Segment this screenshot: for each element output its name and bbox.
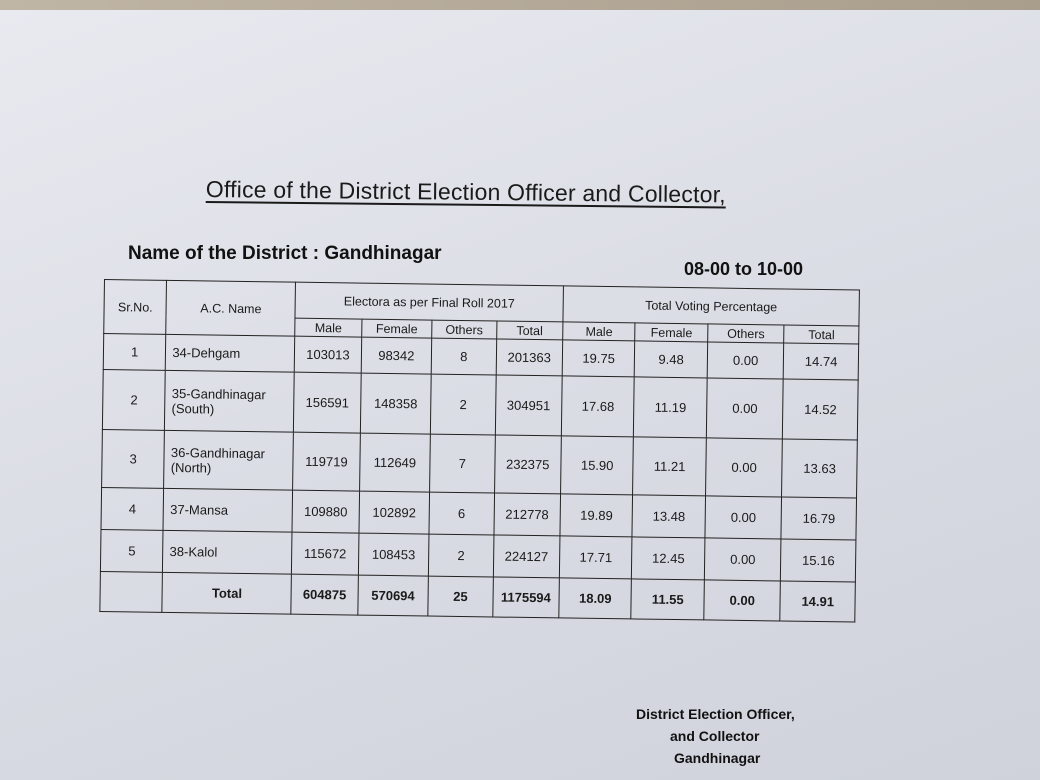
cell-voting-total: 13.63 [782, 439, 857, 498]
cell-total-label: Total [162, 572, 291, 614]
subheader-electoral-female: Female [361, 319, 432, 338]
cell-voting-others: 0.00 [705, 438, 782, 497]
background-strip [0, 0, 1040, 10]
cell-voting-male: 17.71 [559, 536, 632, 579]
cell-electoral-female: 148358 [360, 373, 431, 434]
cell-voting-total: 14.52 [783, 379, 858, 440]
voting-table-wrapper [99, 279, 860, 623]
subheader-voting-total: Total [784, 325, 859, 344]
cell-total-voting-total: 14.91 [780, 581, 855, 622]
cell-voting-others: 0.00 [704, 538, 781, 581]
office-title: Office of the District Election Officer and Collector, [205, 176, 726, 208]
cell-voting-others: 0.00 [706, 378, 783, 439]
cell-total-voting-female: 11.55 [631, 579, 704, 620]
cell-total-electoral-female: 570694 [358, 575, 429, 616]
cell-electoral-male: 156591 [294, 372, 361, 433]
cell-electoral-female: 112649 [359, 433, 430, 492]
cell-total-empty [100, 571, 163, 612]
cell-voting-total: 14.74 [784, 343, 859, 380]
subheader-electoral-male: Male [295, 318, 362, 337]
signature-line-3: Gandhinagar [674, 750, 761, 766]
cell-electoral-others: 8 [431, 338, 496, 375]
table-row [102, 429, 858, 498]
cell-electoral-others: 7 [430, 434, 495, 493]
cell-electoral-total: 304951 [495, 375, 562, 436]
cell-voting-total: 15.16 [781, 539, 856, 582]
header-electoral-roll: Electora as per Final Roll 2017 [295, 282, 563, 322]
subheader-voting-male: Male [563, 322, 636, 341]
cell-electoral-male: 115672 [292, 532, 359, 575]
cell-electoral-female: 108453 [358, 533, 429, 576]
district-name: Name of the District : Gandhinagar [128, 243, 442, 264]
cell-voting-female: 9.48 [635, 341, 708, 378]
cell-electoral-others: 6 [429, 492, 494, 535]
cell-total-electoral-male: 604875 [291, 574, 358, 615]
header-ac-name: A.C. Name [166, 280, 296, 336]
voting-table [99, 279, 860, 623]
cell-total-electoral-others: 25 [428, 576, 493, 617]
cell-electoral-male: 109880 [292, 490, 359, 533]
cell-total-electoral-total: 1175594 [492, 577, 559, 618]
cell-electoral-total: 224127 [493, 535, 560, 578]
cell-electoral-total: 232375 [494, 435, 561, 494]
cell-ac-name: 36-Gandhinagar (North) [164, 430, 294, 490]
cell-electoral-male: 119719 [293, 432, 360, 491]
subheader-voting-others: Others [708, 324, 785, 343]
cell-sr: 3 [102, 429, 165, 488]
cell-sr: 1 [103, 334, 166, 371]
cell-voting-male: 19.89 [560, 494, 633, 537]
cell-ac-name: 35-Gandhinagar (South) [165, 370, 295, 432]
cell-voting-female: 13.48 [632, 495, 705, 538]
signature-line-2: and Collector [670, 728, 760, 744]
cell-total-voting-others: 0.00 [704, 580, 781, 621]
cell-sr: 2 [102, 369, 165, 430]
subheader-electoral-total: Total [496, 321, 563, 340]
cell-sr: 4 [101, 487, 164, 530]
cell-electoral-male: 103013 [294, 336, 361, 373]
header-voting-percentage: Total Voting Percentage [563, 286, 859, 326]
cell-electoral-female: 102892 [359, 491, 430, 534]
cell-voting-others: 0.00 [707, 342, 784, 379]
header-row [104, 280, 859, 327]
signature-line-1: District Election Officer, [636, 706, 795, 722]
cell-voting-male: 15.90 [561, 436, 634, 495]
cell-ac-name: 38-Kalol [163, 530, 292, 574]
cell-voting-male: 17.68 [561, 376, 634, 437]
cell-voting-others: 0.00 [705, 496, 782, 539]
cell-electoral-others: 2 [429, 534, 494, 577]
cell-electoral-others: 2 [431, 374, 496, 435]
cell-total-voting-male: 18.09 [559, 578, 632, 619]
cell-electoral-total: 201363 [496, 339, 563, 376]
time-range: 08-00 to 10-00 [684, 259, 804, 279]
cell-electoral-female: 98342 [361, 337, 432, 374]
cell-voting-female: 11.21 [633, 437, 706, 496]
table-row [102, 369, 858, 440]
cell-ac-name: 37-Mansa [163, 488, 292, 532]
subheader-electoral-others: Others [432, 320, 497, 339]
cell-voting-female: 11.19 [634, 377, 707, 438]
cell-voting-male: 19.75 [562, 340, 635, 377]
header-sr-no: Sr.No. [104, 280, 167, 335]
signature-block [636, 703, 836, 769]
cell-electoral-total: 212778 [494, 493, 561, 536]
subheader-voting-female: Female [635, 323, 708, 342]
cell-sr: 5 [100, 529, 163, 572]
cell-voting-female: 12.45 [632, 537, 705, 580]
cell-voting-total: 16.79 [781, 497, 856, 540]
cell-ac-name: 34-Dehgam [166, 334, 295, 372]
